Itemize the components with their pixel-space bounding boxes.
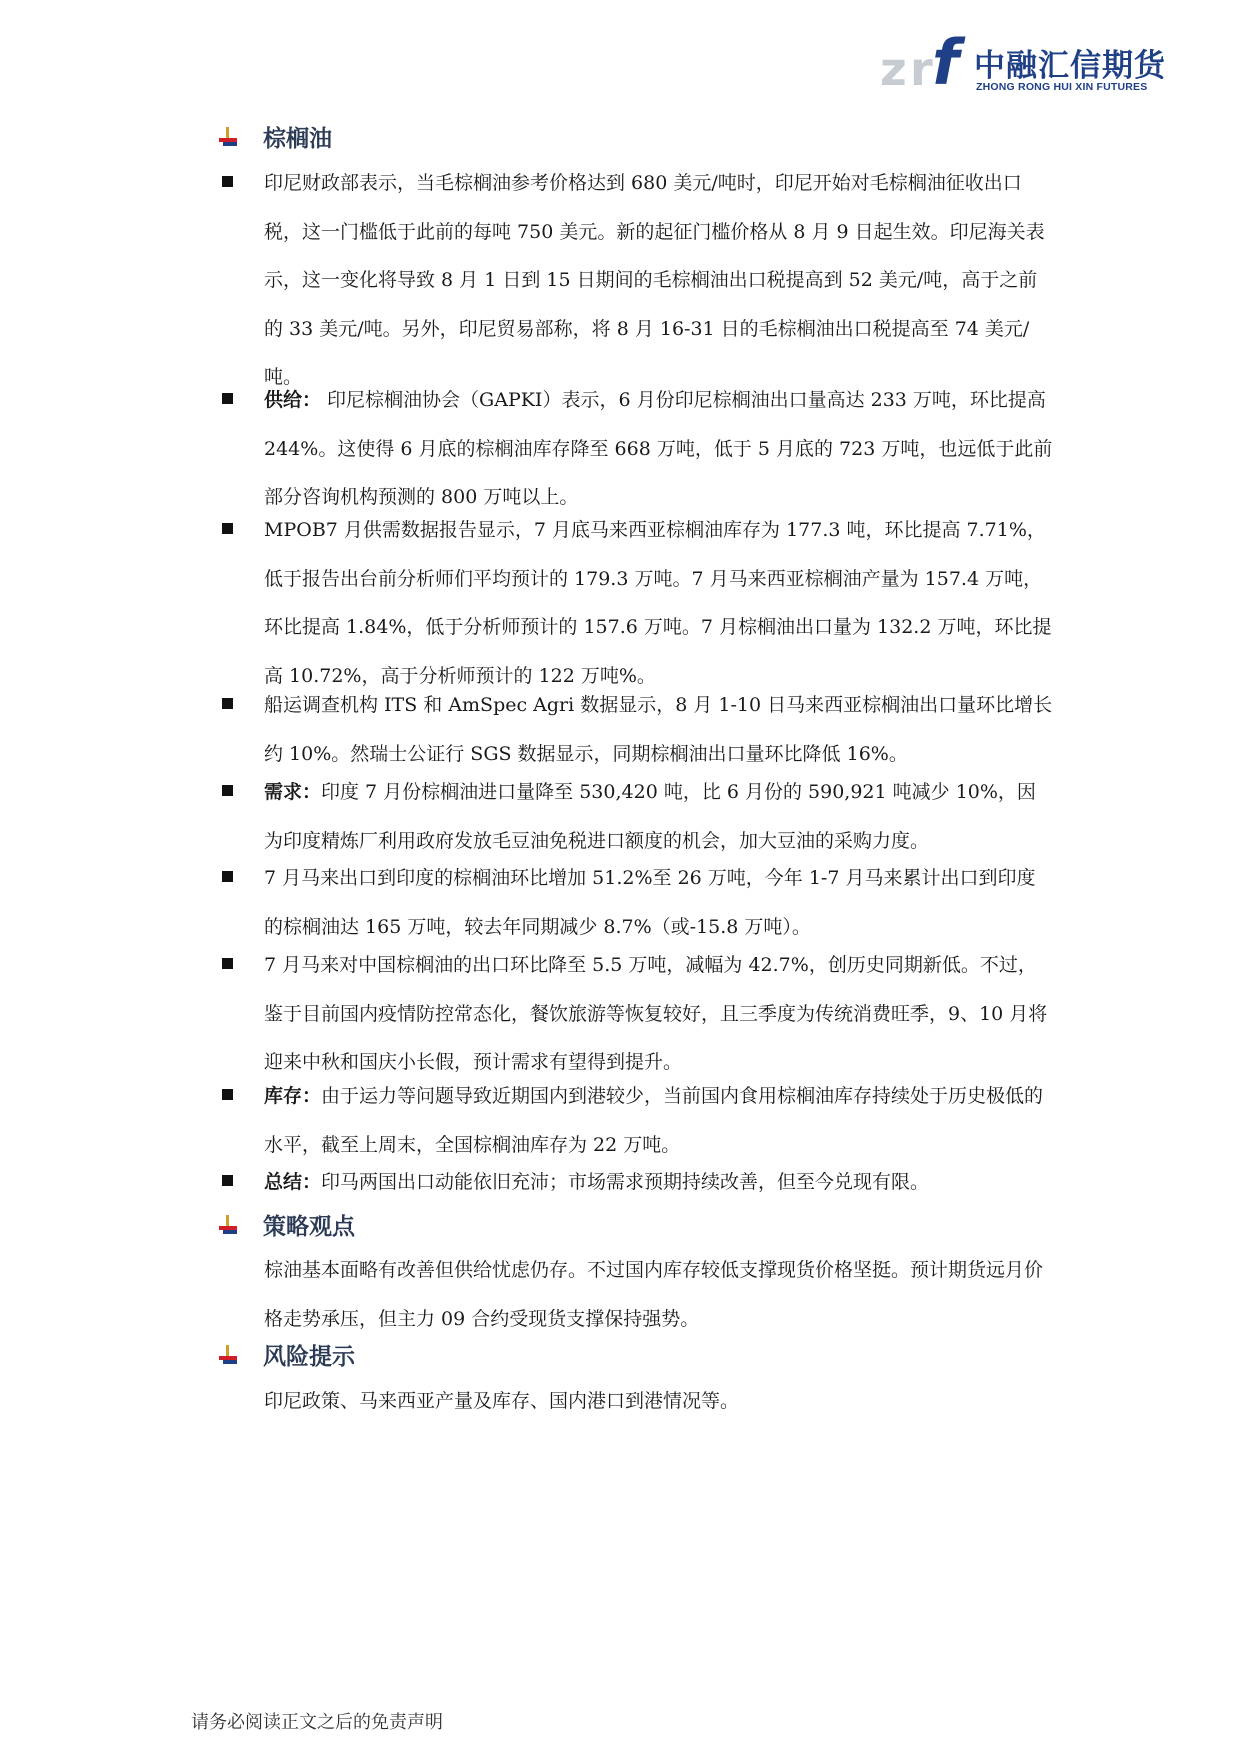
section-marker-icon bbox=[217, 125, 239, 147]
logo-english-name: ZHONG RONG HUI XIN FUTURES bbox=[976, 81, 1148, 93]
bullet-square-icon bbox=[222, 698, 233, 709]
section-title: 风险提示 bbox=[263, 1343, 355, 1370]
bullet-text: 印度 7 月份棕榈油进口量降至 530,420 吨，比 6 月份的 590,921 吨减少 10%，因为印度精炼厂利用政府发放毛豆油免税进口额度的机会，加大豆油的采购力度。 bbox=[264, 781, 1036, 852]
bullet-label: 库存： bbox=[264, 1085, 322, 1107]
bullet-square-icon bbox=[222, 176, 233, 187]
bullet-square-icon bbox=[222, 871, 233, 882]
section-heading-strategy bbox=[217, 1204, 355, 1244]
section-title: 策略观点 bbox=[263, 1213, 355, 1240]
bullet-text: 印马两国出口动能依旧充沛；市场需求预期持续改善，但至今兑现有限。 bbox=[321, 1171, 930, 1193]
bullet-text: 印尼财政部表示，当毛棕榈油参考价格达到 680 美元/吨时，印尼开始对毛棕榈油征收出口税，这一门槛低于此前的每吨 750 美元。新的起征门槛价格从 8 月 9 日起生效。印尼海关表示，这一变化将导致 8 月 1 日到 15 日期间的毛棕榈油出口税提高到 52 美元/吨，高于之前的 33 美元/吨。另外，印尼贸易部称，将 8 月 16-31 日的毛棕榈油出口税提高至 74 美元/吨。 bbox=[264, 172, 1045, 388]
bullet-text: 由于运力等问题导致近期国内到港较少，当前国内食用棕榈油库存持续处于历史极低的水平，截至上周末，全国棕榈油库存为 22 万吨。 bbox=[264, 1085, 1044, 1156]
bullet-text: MPOB7 月供需数据报告显示，7 月底马来西亚棕榈油库存为 177.3 吨，环比提高 7.71%，低于报告出台前分析师们平均预计的 179.3 万吨。7 月马来西亚棕榈油产量为 157.4 万吨，环比提高 1.84%，低于分析师预计的 157.6 万吨。7 月棕榈油出口量为 132.2 万吨，环比提高 10.72%，高于分析师预计的 122 万吨%。 bbox=[264, 519, 1052, 687]
bullet-square-icon bbox=[222, 1175, 233, 1186]
strategy-paragraph: 棕油基本面略有改善但供给忧虑仍存。不过国内库存较低支撑现货价格坚挺。预计期货远月价格走势承压，但主力 09 合约受现货支撑保持强势。 bbox=[264, 1259, 1044, 1330]
logo-mark-f: f bbox=[932, 26, 959, 99]
bullet-text: 7 月马来对中国棕榈油的出口环比降至 5.5 万吨，减幅为 42.7%，创历史同期新低。不过，鉴于目前国内疫情防控常态化，餐饮旅游等恢复较好，且三季度为传统消费旺季，9、10 月将迎来中秋和国庆小长假，预计需求有望得到提升。 bbox=[264, 954, 1048, 1073]
section-marker-icon bbox=[217, 1343, 239, 1365]
company-logo bbox=[880, 28, 1170, 98]
logo-mark-z: z bbox=[880, 42, 907, 96]
bullet-text: 船运调查机构 ITS 和 AmSpec Agri 数据显示，8 月 1-10 日马来西亚棕榈油出口量环比增长约 10%。然瑞士公证行 SGS 数据显示，同期棕榈油出口量环比降低 16%。 bbox=[264, 694, 1053, 765]
footer-disclaimer: 请务必阅读正文之后的免责声明 bbox=[191, 1712, 443, 1733]
bullet-label: 总结： bbox=[264, 1171, 322, 1193]
logo-mark-r: r bbox=[910, 42, 933, 96]
section-heading-risk bbox=[217, 1334, 355, 1374]
bullet-square-icon bbox=[222, 785, 233, 796]
bullet-text: 7 月马来出口到印度的棕榈油环比增加 51.2%至 26 万吨，今年 1-7 月马来累计出口到印度的棕榈油达 165 万吨，较去年同期减少 8.7%（或-15.8 万吨）。 bbox=[264, 867, 1036, 938]
bullet-square-icon bbox=[222, 393, 233, 404]
bullet-square-icon bbox=[222, 1089, 233, 1100]
logo-chinese-name: 中融汇信期货 bbox=[974, 48, 1166, 84]
section-title: 棕榈油 bbox=[263, 125, 332, 152]
bullet-text: 印尼棕榈油协会（GAPKI）表示，6 月份印尼棕榈油出口量高达 233 万吨，环比提高 244%。这使得 6 月底的棕榈油库存降至 668 万吨，低于 5 月底的 723 万吨，也远低于此前部分咨询机构预测的 800 万吨以上。 bbox=[264, 389, 1053, 508]
logo-mark bbox=[880, 26, 966, 99]
section-heading-palm-oil bbox=[217, 116, 332, 156]
bullet-label: 供给： bbox=[264, 389, 322, 411]
bullet-label: 需求： bbox=[264, 781, 322, 803]
bullet-square-icon bbox=[222, 523, 233, 534]
section-marker-icon bbox=[217, 1213, 239, 1235]
risk-paragraph: 印尼政策、马来西亚产量及库存、国内港口到港情况等。 bbox=[264, 1390, 740, 1412]
bullet-square-icon bbox=[222, 958, 233, 969]
